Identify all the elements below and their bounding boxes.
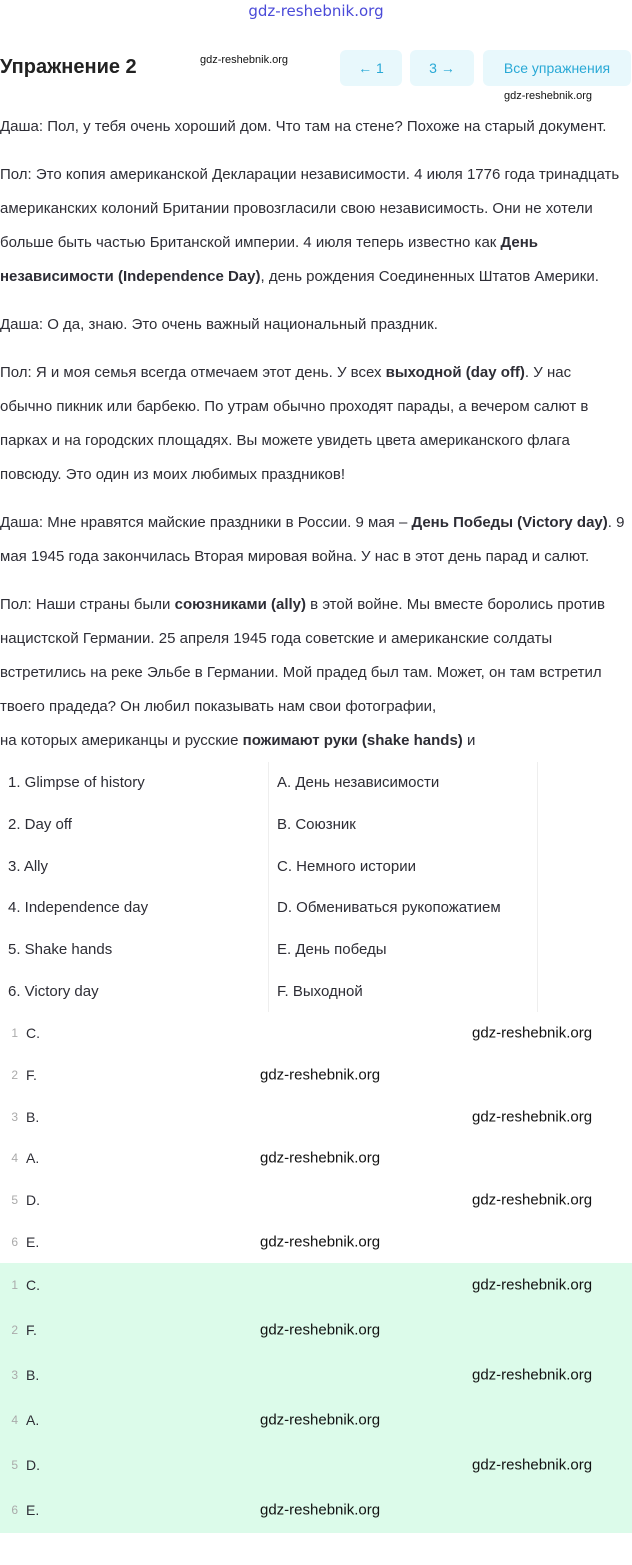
paragraph: Даша: О да, знаю. Это очень важный национальный праздник. <box>0 316 438 333</box>
page-title: Упражнение 2 <box>0 56 137 78</box>
answer-number: 6 <box>11 1235 18 1249</box>
table-row <box>0 929 538 971</box>
answer-value: A. <box>26 1150 40 1167</box>
answers-list-highlighted <box>0 1263 632 1533</box>
answer-number: 2 <box>11 1067 18 1082</box>
watermark: gdz-reshebnik.org <box>260 1066 381 1084</box>
answers-list <box>0 1012 632 1263</box>
watermark: gdz-reshebnik.org <box>260 1501 381 1519</box>
term-cell: 1. Glimpse of history <box>0 762 269 804</box>
translation-cell: A. День независимости <box>269 762 538 804</box>
term-cell: 6. Victory day <box>0 970 269 1012</box>
answer-item <box>0 1221 632 1263</box>
translation-cell: B. Союзник <box>269 804 538 846</box>
matching-table <box>0 762 538 1012</box>
answer-number: 5 <box>11 1458 18 1473</box>
answer-number: 6 <box>11 1503 18 1518</box>
answer-number: 1 <box>11 1278 18 1293</box>
watermark: gdz-reshebnik.org <box>260 1321 381 1339</box>
paragraph: Пол: Наши страны были союзниками (ally) в этой войне. Мы вместе боролись против нацистской Германии. 25 апреля 1945 года советские и американские солдаты встретились на реке Эльбе в Германии. Мой прадед был там. Может, он там встретил твоего прадеда? Он любил показывать нам свои фотографии, <box>0 596 605 715</box>
watermark: gdz-reshebnik.org <box>260 1233 381 1251</box>
all-exercises-button[interactable]: Все упражнения <box>483 50 631 86</box>
answer-item <box>0 1138 632 1180</box>
answer-value: C. <box>26 1277 40 1294</box>
paragraph: на которых американцы и русские пожимают руки (shake hands) и <box>0 732 476 749</box>
table-row <box>0 970 538 1012</box>
answer-item <box>0 1179 632 1221</box>
answer-number: 4 <box>11 1413 18 1428</box>
answer-number: 5 <box>11 1193 18 1208</box>
watermark: gdz-reshebnik.org <box>472 1024 593 1042</box>
paragraph: Даша: Мне нравятся майские праздники в России. 9 мая – День Победы (Victory day). 9 мая 1945 года закончилась Вторая мировая война. У нас в этот день парад и салют. <box>0 514 625 565</box>
term-cell: 4. Independence day <box>0 887 269 929</box>
answer-number: 1 <box>11 1026 18 1041</box>
answer-value: F. <box>26 1322 37 1339</box>
translation-cell: F. Выходной <box>269 970 538 1012</box>
answer-value: E. <box>26 1234 40 1250</box>
prev-exercise-button[interactable]: ← 1 <box>340 50 402 86</box>
answer-number: 2 <box>11 1323 18 1338</box>
answer-number: 4 <box>11 1151 18 1166</box>
term-cell: 5. Shake hands <box>0 929 269 971</box>
answer-item <box>0 1398 632 1443</box>
site-logo-watermark: gdz-reshebnik.org <box>248 2 384 20</box>
watermark: gdz-reshebnik.org <box>472 1456 593 1474</box>
answer-value: F. <box>26 1066 37 1083</box>
watermark: gdz-reshebnik.org <box>472 1108 593 1126</box>
paragraph: Пол: Это копия американской Декларации независимости. 4 июля 1776 года тринадцать американских колоний Британии провозгласили свою независимость. Они не хотели больше быть частью Британской империи. 4 июля теперь известно как День независимости (Independence Day), день рождения Соединенных Штатов Америки. <box>0 166 620 285</box>
answer-number: 3 <box>11 1368 18 1383</box>
answer-value: A. <box>26 1412 40 1429</box>
watermark: gdz-reshebnik.org <box>472 1276 593 1294</box>
answer-item <box>0 1443 632 1488</box>
exercise-header <box>0 50 632 102</box>
watermark: gdz-reshebnik.org <box>472 1366 593 1384</box>
term-cell: 3. Ally <box>0 845 269 887</box>
answer-number: 3 <box>11 1109 18 1124</box>
watermark: gdz-reshebnik.org <box>260 1149 381 1167</box>
answer-item <box>0 1263 632 1308</box>
answer-item <box>0 1308 632 1353</box>
translation-cell: E. День победы <box>269 929 538 971</box>
watermark: gdz-reshebnik.org <box>200 54 289 66</box>
table-row <box>0 845 538 887</box>
answer-item <box>0 1488 632 1533</box>
answer-value: D. <box>26 1192 40 1209</box>
term-cell: 2. Day off <box>0 804 269 846</box>
answer-item <box>0 1012 632 1054</box>
translation-cell: D. Обмениваться рукопожатием <box>269 887 538 929</box>
watermark: gdz-reshebnik.org <box>504 90 593 102</box>
answer-item <box>0 1054 632 1096</box>
table-row <box>0 762 538 804</box>
watermark: gdz-reshebnik.org <box>472 1191 593 1209</box>
answer-value: E. <box>26 1502 40 1519</box>
dialogue-text <box>0 110 625 758</box>
answer-value: D. <box>26 1457 40 1474</box>
answer-item <box>0 1096 632 1138</box>
paragraph: Пол: Я и моя семья всегда отмечаем этот день. У всех выходной (day off). У нас обычно пикник или барбекю. По утрам обычно проходят парады, а вечером салют в парках и на городских площадях. Вы можете увидеть цвета американского флага повсюду. Это один из моих любимых праздников! <box>0 364 589 483</box>
table-row <box>0 804 538 846</box>
paragraph: Даша: Пол, у тебя очень хороший дом. Что там на стене? Похоже на старый документ. <box>0 118 607 135</box>
answer-value: B. <box>26 1367 40 1384</box>
translation-cell: C. Немного истории <box>269 845 538 887</box>
answer-value: B. <box>26 1108 40 1125</box>
answer-value: C. <box>26 1025 40 1042</box>
watermark: gdz-reshebnik.org <box>260 1411 381 1429</box>
next-exercise-button[interactable]: 3 → <box>410 50 474 86</box>
answer-item <box>0 1353 632 1398</box>
table-row <box>0 887 538 929</box>
